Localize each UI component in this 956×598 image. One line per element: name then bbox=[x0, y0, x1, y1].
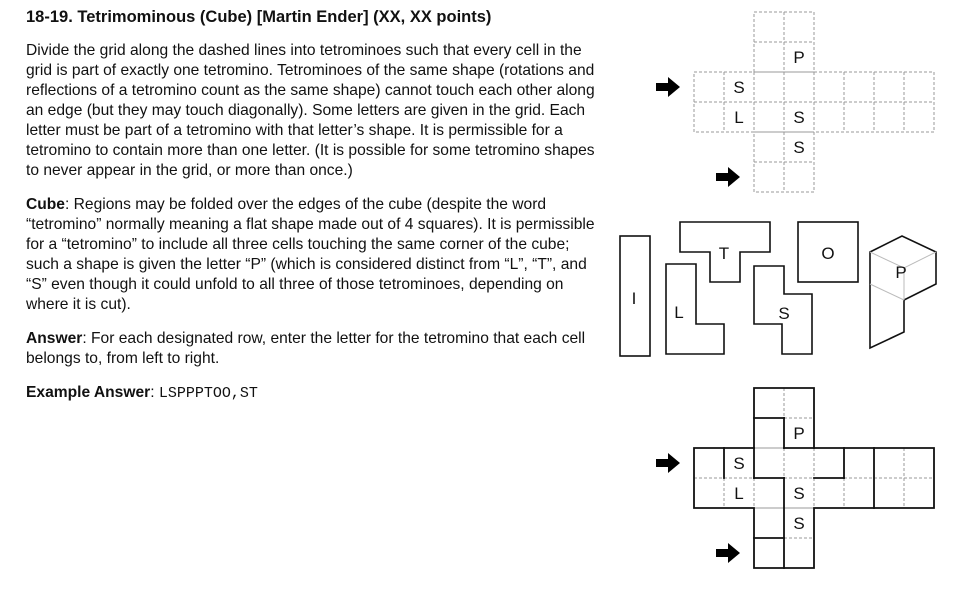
tetromino-p bbox=[870, 236, 936, 348]
legend-letter: O bbox=[821, 244, 835, 263]
puzzle-title: 18-19. Tetrimominous (Cube) [Martin Ender] (XX, XX points) bbox=[26, 8, 492, 26]
row-arrow-icon bbox=[716, 543, 740, 563]
example-sep: : bbox=[150, 384, 159, 401]
row-arrow-icon bbox=[656, 453, 680, 473]
row-arrow-icon bbox=[656, 77, 680, 97]
solution-clue: P bbox=[793, 424, 805, 443]
cube-label: Cube bbox=[26, 196, 65, 213]
solution-clue: S bbox=[793, 484, 805, 503]
grid-clue: P bbox=[793, 48, 805, 67]
grid-clue: L bbox=[734, 108, 744, 127]
row-arrow-icon bbox=[716, 167, 740, 187]
rules-paragraph: Divide the grid along the dashed lines into tetrominoes such that every cell in the grid is part of exactly one tetromino. Tetrominoes of the same shape (rotations and reflections of a tetromino count as the same shape) cannot touch each other along an edge (but they may touch diagonally). Some letters are given in the grid. Each letter must be part of a tetromino with that letter’s shape. It is permissible for a tetromino to contain more than one letter. (It is possible for some tetromino shapes to never appear in the grid, or more than once.) bbox=[26, 42, 595, 179]
legend-letters bbox=[632, 244, 907, 323]
answer-text: : For each designated row, enter the letter for the tetromino that each cell belongs to, from left to right. bbox=[26, 330, 586, 367]
solution-clue: S bbox=[733, 454, 745, 473]
legend-letter: L bbox=[674, 303, 684, 322]
legend-letter: S bbox=[778, 304, 790, 323]
legend-letter: I bbox=[631, 289, 637, 308]
example-label: Example Answer bbox=[26, 384, 151, 401]
solution-clue: L bbox=[734, 484, 744, 503]
grid-clue: S bbox=[793, 108, 805, 127]
grid-clue: S bbox=[733, 78, 745, 97]
solution-clue: S bbox=[793, 514, 805, 533]
example-answer: LSPPPTOO,ST bbox=[158, 385, 258, 402]
legend-letter: T bbox=[718, 244, 730, 263]
legend-letter: P bbox=[895, 263, 907, 282]
answer-label: Answer bbox=[26, 330, 83, 347]
puzzle-grid bbox=[694, 12, 934, 192]
tetromino-legend bbox=[620, 222, 936, 356]
grid-clue: S bbox=[793, 138, 805, 157]
cube-text: : Regions may be folded over the edges of the cube (despite the word “tetromino” normally meaning a flat shape made out of 4 squares). It is permissible for a “tetromino” to include all three cells touching the same corner of the cube; such a shape is given the letter “P” (which is considered distinct from “L”, “T”, and “S” even though it could unfold to all three of those tetrominoes, depending on where it is cut). bbox=[26, 196, 595, 313]
